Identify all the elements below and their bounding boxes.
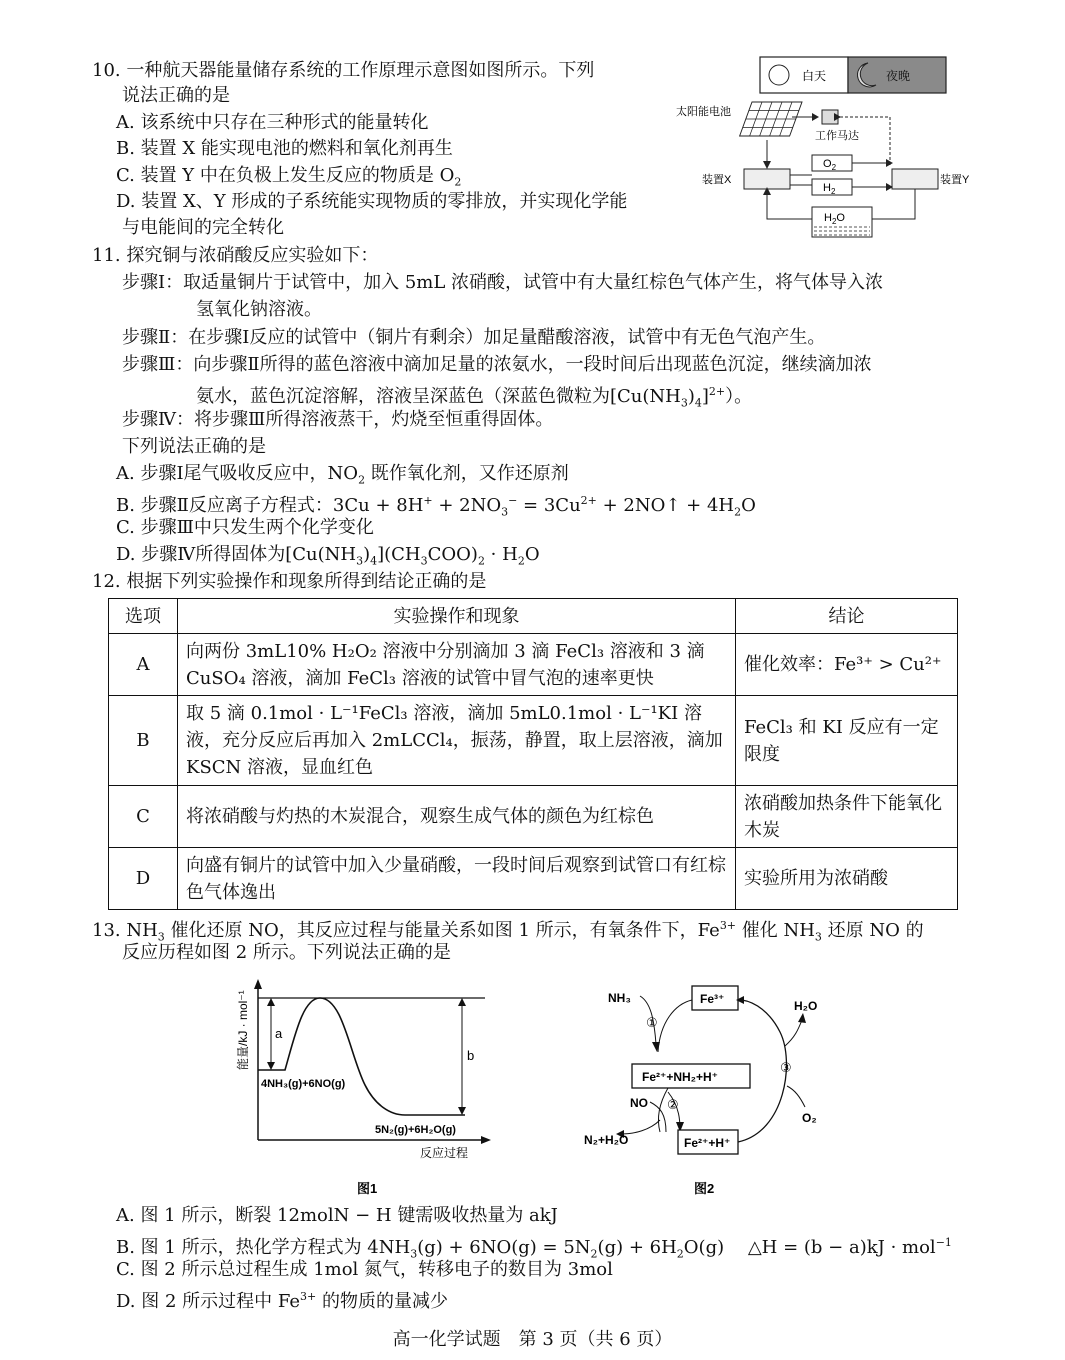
q13-figure2-catalytic-cycle: [580, 982, 850, 1200]
fig1-label-a: a: [275, 1026, 283, 1041]
q12-stem: 12. 根据下列实验操作和现象所得到结论正确的是: [92, 571, 487, 592]
fig2-h2o: H₂O: [794, 999, 818, 1013]
row-c-operation: 将浓硝酸与灼热的木炭混合，观察生成气体的颜色为红棕色: [178, 786, 736, 848]
fig2-fe3-box: Fe³⁺: [700, 992, 725, 1006]
table-row: [109, 848, 958, 910]
q10-stem-line2: 说法正确的是: [122, 85, 230, 106]
fig1-products: 5N₂(g)+6H₂O(g): [375, 1124, 456, 1136]
q13-option-a: A. 图 1 所示，断裂 12molN − H 键需吸收热量为 akJ: [116, 1205, 558, 1226]
q11-option-c: C. 步骤Ⅲ中只发生两个化学变化: [116, 517, 374, 538]
fig2-caption: 图2: [694, 1181, 715, 1196]
q13-option-b: B. 图 1 所示，热化学方程式为 $4NH_3(g) + 6NO(g) = 5N_2(g) + 6H_2O(g)$ △H = (b − a)kJ · mol$^{-1}$: [116, 1236, 952, 1261]
row-c-option: C: [109, 786, 178, 848]
fig2-step1: ①: [646, 1015, 658, 1030]
q10-option-d-line2: 与电能间的完全转化: [122, 217, 284, 238]
motor-label: 工作马达: [815, 130, 859, 142]
q11-stem: 11. 探究铜与浓硝酸反应实验如下：: [92, 245, 379, 266]
fig2-n2-h2o: N₂+H₂O: [584, 1133, 629, 1147]
q10-option-a: A. 该系统中只存在三种形式的能量转化: [116, 112, 429, 133]
table-row: [109, 634, 958, 696]
q11-step1-line2: 氢氧化钠溶液。: [196, 299, 322, 320]
q11-ask: 下列说法正确的是: [122, 436, 266, 457]
fig1-reactants: 4NH₃(g)+6NO(g): [261, 1078, 346, 1090]
fig2-bottom-box: Fe²⁺+H⁺: [684, 1136, 731, 1150]
q13-option-c: C. 图 2 所示总过程生成 1mol 氮气，转移电子的数目为 3mol: [116, 1259, 613, 1280]
q10-option-b: B. 装置 X 能实现电池的燃料和氧化剂再生: [116, 138, 453, 159]
q11-option-d: D. 步骤Ⅳ所得固体为$[Cu(NH_3)_4](CH_3COO)_2 \cdot H_2O$: [116, 544, 540, 568]
q10-stem-line1: 10. 一种航天器能量储存系统的工作原理示意图如图所示。下列: [92, 60, 595, 81]
q13-stem-line2: 反应历程如图 2 所示。下列说法正确的是: [122, 942, 451, 963]
fig1-energy-curve: [258, 998, 465, 1115]
solar-cell-label: 太阳能电池: [676, 106, 731, 118]
row-d-option: D: [109, 848, 178, 910]
fig2-step3: ③: [780, 1060, 792, 1075]
q13-option-d: D. 图 2 所示过程中 $Fe^{3+}$ 的物质的量减少: [116, 1290, 448, 1312]
row-c-conclusion: 浓硝酸加热条件下能氧化木炭: [736, 786, 958, 848]
fig2-no: NO: [630, 1096, 648, 1110]
q11-step3-line1: 步骤Ⅲ：向步骤Ⅱ所得的蓝色溶液中滴加足量的浓氨水，一段时间后出现蓝色沉淀，继续滴加浓: [122, 354, 872, 375]
row-b-conclusion: FeCl₃ 和 KI 反应有一定限度: [736, 696, 958, 786]
header-conclusion: 结论: [736, 599, 958, 634]
sun-icon: [769, 65, 789, 85]
fig2-nh3: NH₃: [608, 991, 631, 1005]
h2-label: $H_2$: [823, 182, 836, 196]
fig1-label-b: b: [467, 1048, 475, 1063]
row-a-conclusion: 催化效率：Fe³⁺ > Cu²⁺: [736, 634, 958, 696]
fig2-o2: O₂: [802, 1111, 817, 1125]
table-row: [109, 696, 958, 786]
q11-option-b: B. 步骤Ⅱ反应离子方程式：$3Cu + 8H^+ + 2NO_3^- = 3Cu^{2+}$ + 2NO↑ + $4H_2O$: [116, 494, 756, 519]
device-x: [744, 169, 790, 189]
row-a-operation: 向两份 3mL10% H₂O₂ 溶液中分别滴加 3 滴 FeCl₃ 溶液和 3 滴 CuSO₄ 溶液，滴加 FeCl₃ 溶液的试管中冒气泡的速率更快: [178, 634, 736, 696]
q10-option-d-line1: D. 装置 X、Y 形成的子系统能实现物质的零排放，并实现化学能: [116, 191, 628, 212]
fig1-caption: 图1: [357, 1181, 378, 1196]
row-b-option: B: [109, 696, 178, 786]
row-a-option: A: [109, 634, 178, 696]
q12-experiment-table: [108, 598, 958, 910]
device-y: [892, 169, 938, 189]
header-option: 选项: [109, 599, 178, 634]
solar-panel-icon: [740, 102, 802, 136]
q13-stem-line1: 13. $NH_3$ 催化还原 NO，其反应过程与能量关系如图 1 所示，有氧条件下，$Fe^{3+}$ 催化 $NH_3$ 还原 NO 的: [92, 919, 924, 944]
row-b-operation: 取 5 滴 0.1mol · L⁻¹FeCl₃ 溶液，滴加 5mL0.1mol · L⁻¹KI 溶液，充分反应后再加入 2mLCCl₄，振荡，静置，取上层溶液，滴加 KSCN 溶液，显血红色: [178, 696, 736, 786]
day-label: 白天: [802, 69, 827, 83]
fig1-y-axis-label: 能量/kJ · mol⁻¹: [236, 990, 250, 1070]
device-x-label: 装置X: [702, 174, 732, 186]
night-label: 夜晚: [886, 69, 911, 83]
page-footer: 高一化学试题 第 3 页（共 6 页）: [392, 1329, 673, 1350]
fig2-intermediate-box: Fe²⁺+NH₂+H⁺: [642, 1070, 719, 1084]
device-y-label: 装置Y: [940, 174, 970, 186]
fig2-step2: ②: [667, 1097, 679, 1112]
row-d-operation: 向盛有铜片的试管中加入少量硝酸，一段时间后观察到试管口有红棕色气体逸出: [178, 848, 736, 910]
o2-label: $O_2$: [823, 158, 837, 172]
q11-step1-line1: 步骤Ⅰ：取适量铜片于试管中，加入 5mL 浓硝酸，试管中有大量红棕色气体产生，将气体导入浓: [122, 272, 884, 293]
row-d-conclusion: 实验所用为浓硝酸: [736, 848, 958, 910]
fig1-x-axis-label: 反应过程: [420, 1146, 469, 1160]
h2o-label: $H_2O$: [824, 212, 845, 226]
q13-figure1-energy-diagram: [225, 975, 495, 1200]
header-operation: 实验操作和现象: [178, 599, 736, 634]
q11-step3-line2: 氨水，蓝色沉淀溶解，溶液呈深蓝色（深蓝色微粒为$[Cu(NH_3)_4]^{2+}$）。: [196, 385, 753, 410]
table-header-row: [109, 599, 958, 634]
q11-step4: 步骤Ⅳ：将步骤Ⅲ所得溶液蒸干，灼烧至恒重得固体。: [122, 409, 554, 430]
q11-step2: 步骤Ⅱ：在步骤Ⅰ反应的试管中（铜片有剩余）加足量醋酸溶液，试管中有无色气泡产生。: [122, 327, 826, 348]
q10-energy-storage-diagram: [672, 55, 982, 245]
q11-option-a: A. 步骤Ⅰ尾气吸收反应中，$NO_2$ 既作氧化剂，又作还原剂: [116, 463, 569, 487]
table-row: [109, 786, 958, 848]
q10-option-c: C. 装置 Y 中在负极上发生反应的物质是 $O_2$: [116, 165, 462, 189]
